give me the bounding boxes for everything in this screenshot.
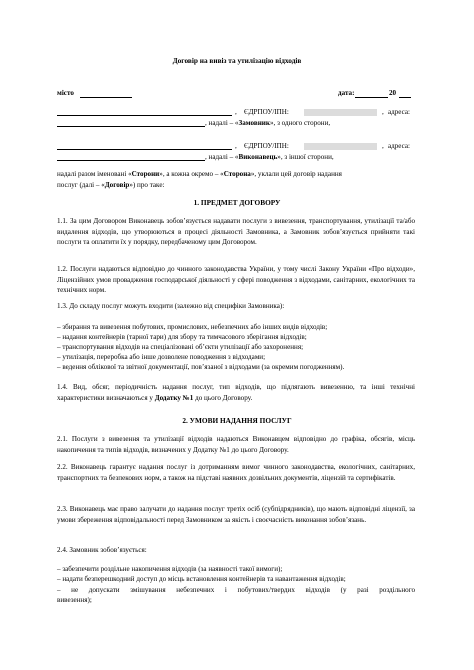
section-1-heading: 1. ПРЕДМЕТ ДОГОВОРУ: [193, 198, 281, 207]
intro-line-1: надалі разом іменовані «Сторони», а кожна окремо – «Сторона», уклали цей договір надання: [57, 170, 342, 178]
intro-line-2: послуг (далі – «Договір») про таке:: [57, 181, 165, 189]
list-item: вивезення);: [57, 596, 92, 604]
clause-1-1: 1.1. За цим Договором Виконавець зобов’язується надавати послуги з вивезення, транспортування, утилізації та/або видалення відходів, що утворюються в процесі діяльності Замовника, а Замовник зобов’язується прийняти такі послуги та оплатити їх у порядку, передбаченому цим Договором.: [57, 217, 415, 247]
year-prefix: 20: [389, 89, 397, 97]
list-item: – забезпечити роздільне накопичення відходів (за наявності такої вимоги);: [57, 565, 283, 573]
year-field[interactable]: [399, 97, 411, 98]
customer-address-field[interactable]: [57, 126, 205, 127]
list-item: – надати безперешкодний доступ до місць встановлення контейнерів та навантаження відходів;: [57, 575, 346, 583]
date-label: дата:: [338, 89, 355, 97]
clause-2-4: 2.4. Замовник зобов’язується:: [57, 546, 147, 554]
clause-2-3: 2.3. Виконавець має право залучати до надання послуг третіх осіб (субпідрядників), що мають відповідні ліцензії, за умови збереження відповідальності перед Замовником за якість і своєчасність виконання зобов’язань.: [57, 505, 415, 524]
clause-1-2: 1.2. Послуги надаються відповідно до чинного законодавства України, у тому числі Закону України «Про відходи», Ліцензійних умов провадження господарської діяльності у сфері поводження з відходами, санітарних, екологічних та технічних норм.: [57, 265, 415, 295]
clause-2-2: 2.2. Виконавець гарантує надання послуг із дотриманням вимог чинного законодавства, екологічних, санітарних, транспортних та безпекових норм, а також на підставі наявних дозвільних документів, ліцензій та сертифікатів.: [57, 463, 415, 482]
list-item: – не допускати змішування небезпечних і побутових/твердих відходів (у разі роздільного: [57, 586, 415, 594]
clause-1-3: 1.3. До складу послуг можуть входити (залежно від специфіки Замовника):: [57, 302, 285, 310]
date-field[interactable]: [355, 97, 388, 98]
customer-edrpou-label: ЄДРПОУ/ІПН:: [244, 108, 289, 116]
contractor-name-field[interactable]: [57, 149, 232, 150]
list-item: – транспортування відходів на спеціалізовані об’єкти утилізації або захоронення;: [57, 343, 304, 351]
contractor-address-label: адреса:: [388, 142, 410, 150]
list-item: – утилізація, переробка або інше дозволене поводження з відходами;: [57, 353, 266, 361]
list-item: – ведення облікової та звітної документації, пов’язаної з відходами (за окремим погодженням).: [57, 363, 345, 371]
list-item: – надання контейнерів (тарної тари) для збору та тимчасового зберігання відходів;: [57, 333, 307, 341]
contractor-edrpou-label: ЄДРПОУ/ІПН:: [244, 142, 289, 150]
list-item: – збирання та вивезення побутових, промислових, небезпечних або інших видів відходів;: [57, 323, 328, 331]
section-2-heading: 2. УМОВИ НАДАННЯ ПОСЛУГ: [182, 416, 292, 425]
clause-2-1: 2.1. Послуги з вивезення та утилізації відходів надаються Виконавцем відповідно до графіка, обсягів, місць накопичення та типів відходів, визначених у Додатку №1 до цього Договору.: [57, 435, 415, 454]
clause-1-4: 1.4. Вид, обсяг, періодичність надання послуг, тип відходів, що підлягають вивезенню, та інші технічні характеристики визначаються у Додатку №1 до цього Договору.: [57, 383, 415, 402]
customer-address-label: адреса:: [388, 108, 410, 116]
contractor-edrpou-field[interactable]: [304, 143, 377, 150]
city-label: місто: [57, 89, 74, 97]
contractor-address-field[interactable]: [57, 160, 205, 161]
contractor-suffix: , надалі – «Виконавець», з іншої сторони,: [205, 153, 334, 161]
document-page: Договір на вивіз та утилізацію відходів місто дата: 20 , ЄДРПОУ/ІПН: , адреса: , надалі – «Замовник», з одного сторони, , ЄДРПОУ/ІПН: , адреса: , надалі – «Виконавець», з іншої сторони, надалі разом іменовані «Сторони», а кожна окремо – «Сторона», уклали цей договір надання послуг (далі – «Договір») про таке: 1. ПРЕДМЕТ ДОГОВОРУ 1.1. За цим Договором Виконавець зобов’язується надавати послуги з вивезення, транспортування, утилізації та/або видалення відходів, що утворюються в процесі діяльності Замовника, а Замовник зобов’язується прийняти такі послуги та оплатити їх у порядку, передбаченому цим Договором. 1.2. Послуги надаються відповідно до чинного законодавства України, у тому числі Закону України «Про відходи», Ліцензійних умов провадження господарської діяльності у сфері поводження з відходами, санітарних, екологічних та технічних норм. 1.3. До складу послуг можуть входити (залежно від специфіки Замовника): – збирання та вивезення побутових, промислових, небезпечних або інших видів відходів; – надання контейнерів (тарної тари) для збору та тимчасового зберігання відходів; – транспортування відходів на спеціалізовані об’єкти утилізації або захоронення; – утилізація, переробка або інше дозволене поводження з відходами; – ведення облікової та звітної документації, пов’язаної з відходами (за окремим погодженням). 1.4. Вид, обсяг, періодичність надання послуг, тип відходів, що підлягають вивезенню, та інші технічні характеристики визначаються у Додатку №1 до цього Договору. 2. УМОВИ НАДАННЯ ПОСЛУГ 2.1. Послуги з вивезення та утилізації відходів надаються Виконавцем відповідно до графіка, обсягів, місць накопичення та типів відходів, визначених у Додатку №1 до цього Договору. 2.2. Виконавець гарантує надання послуг із дотриманням вимог чинного законодавства, екологічних, санітарних, транспортних та безпекових норм, а також на підставі наявних дозвільних документів, ліцензій та сертифікатів. 2.3. Виконавець має право залучати до надання послуг третіх осіб (субпідрядників), що мають відповідні ліцензії, за умови збереження відповідальності перед Замовником за якість і своєчасність виконання зобов’язань. 2.4. Замовник зобов’язується: – забезпечити роздільне накопичення відходів (за наявності такої вимоги); – надати безперешкодний доступ до місць встановлення контейнерів та навантаження відходів; – не допускати змішування небезпечних і побутових/твердих відходів (у разі роздільного вивезення);: [0, 0, 474, 670]
customer-suffix: , надалі – «Замовник», з одного сторони,: [205, 119, 331, 127]
city-field[interactable]: [80, 97, 132, 98]
customer-edrpou-field[interactable]: [304, 109, 377, 116]
document-title: Договір на вивіз та утилізацію відходів: [172, 56, 302, 65]
customer-name-field[interactable]: [57, 115, 232, 116]
